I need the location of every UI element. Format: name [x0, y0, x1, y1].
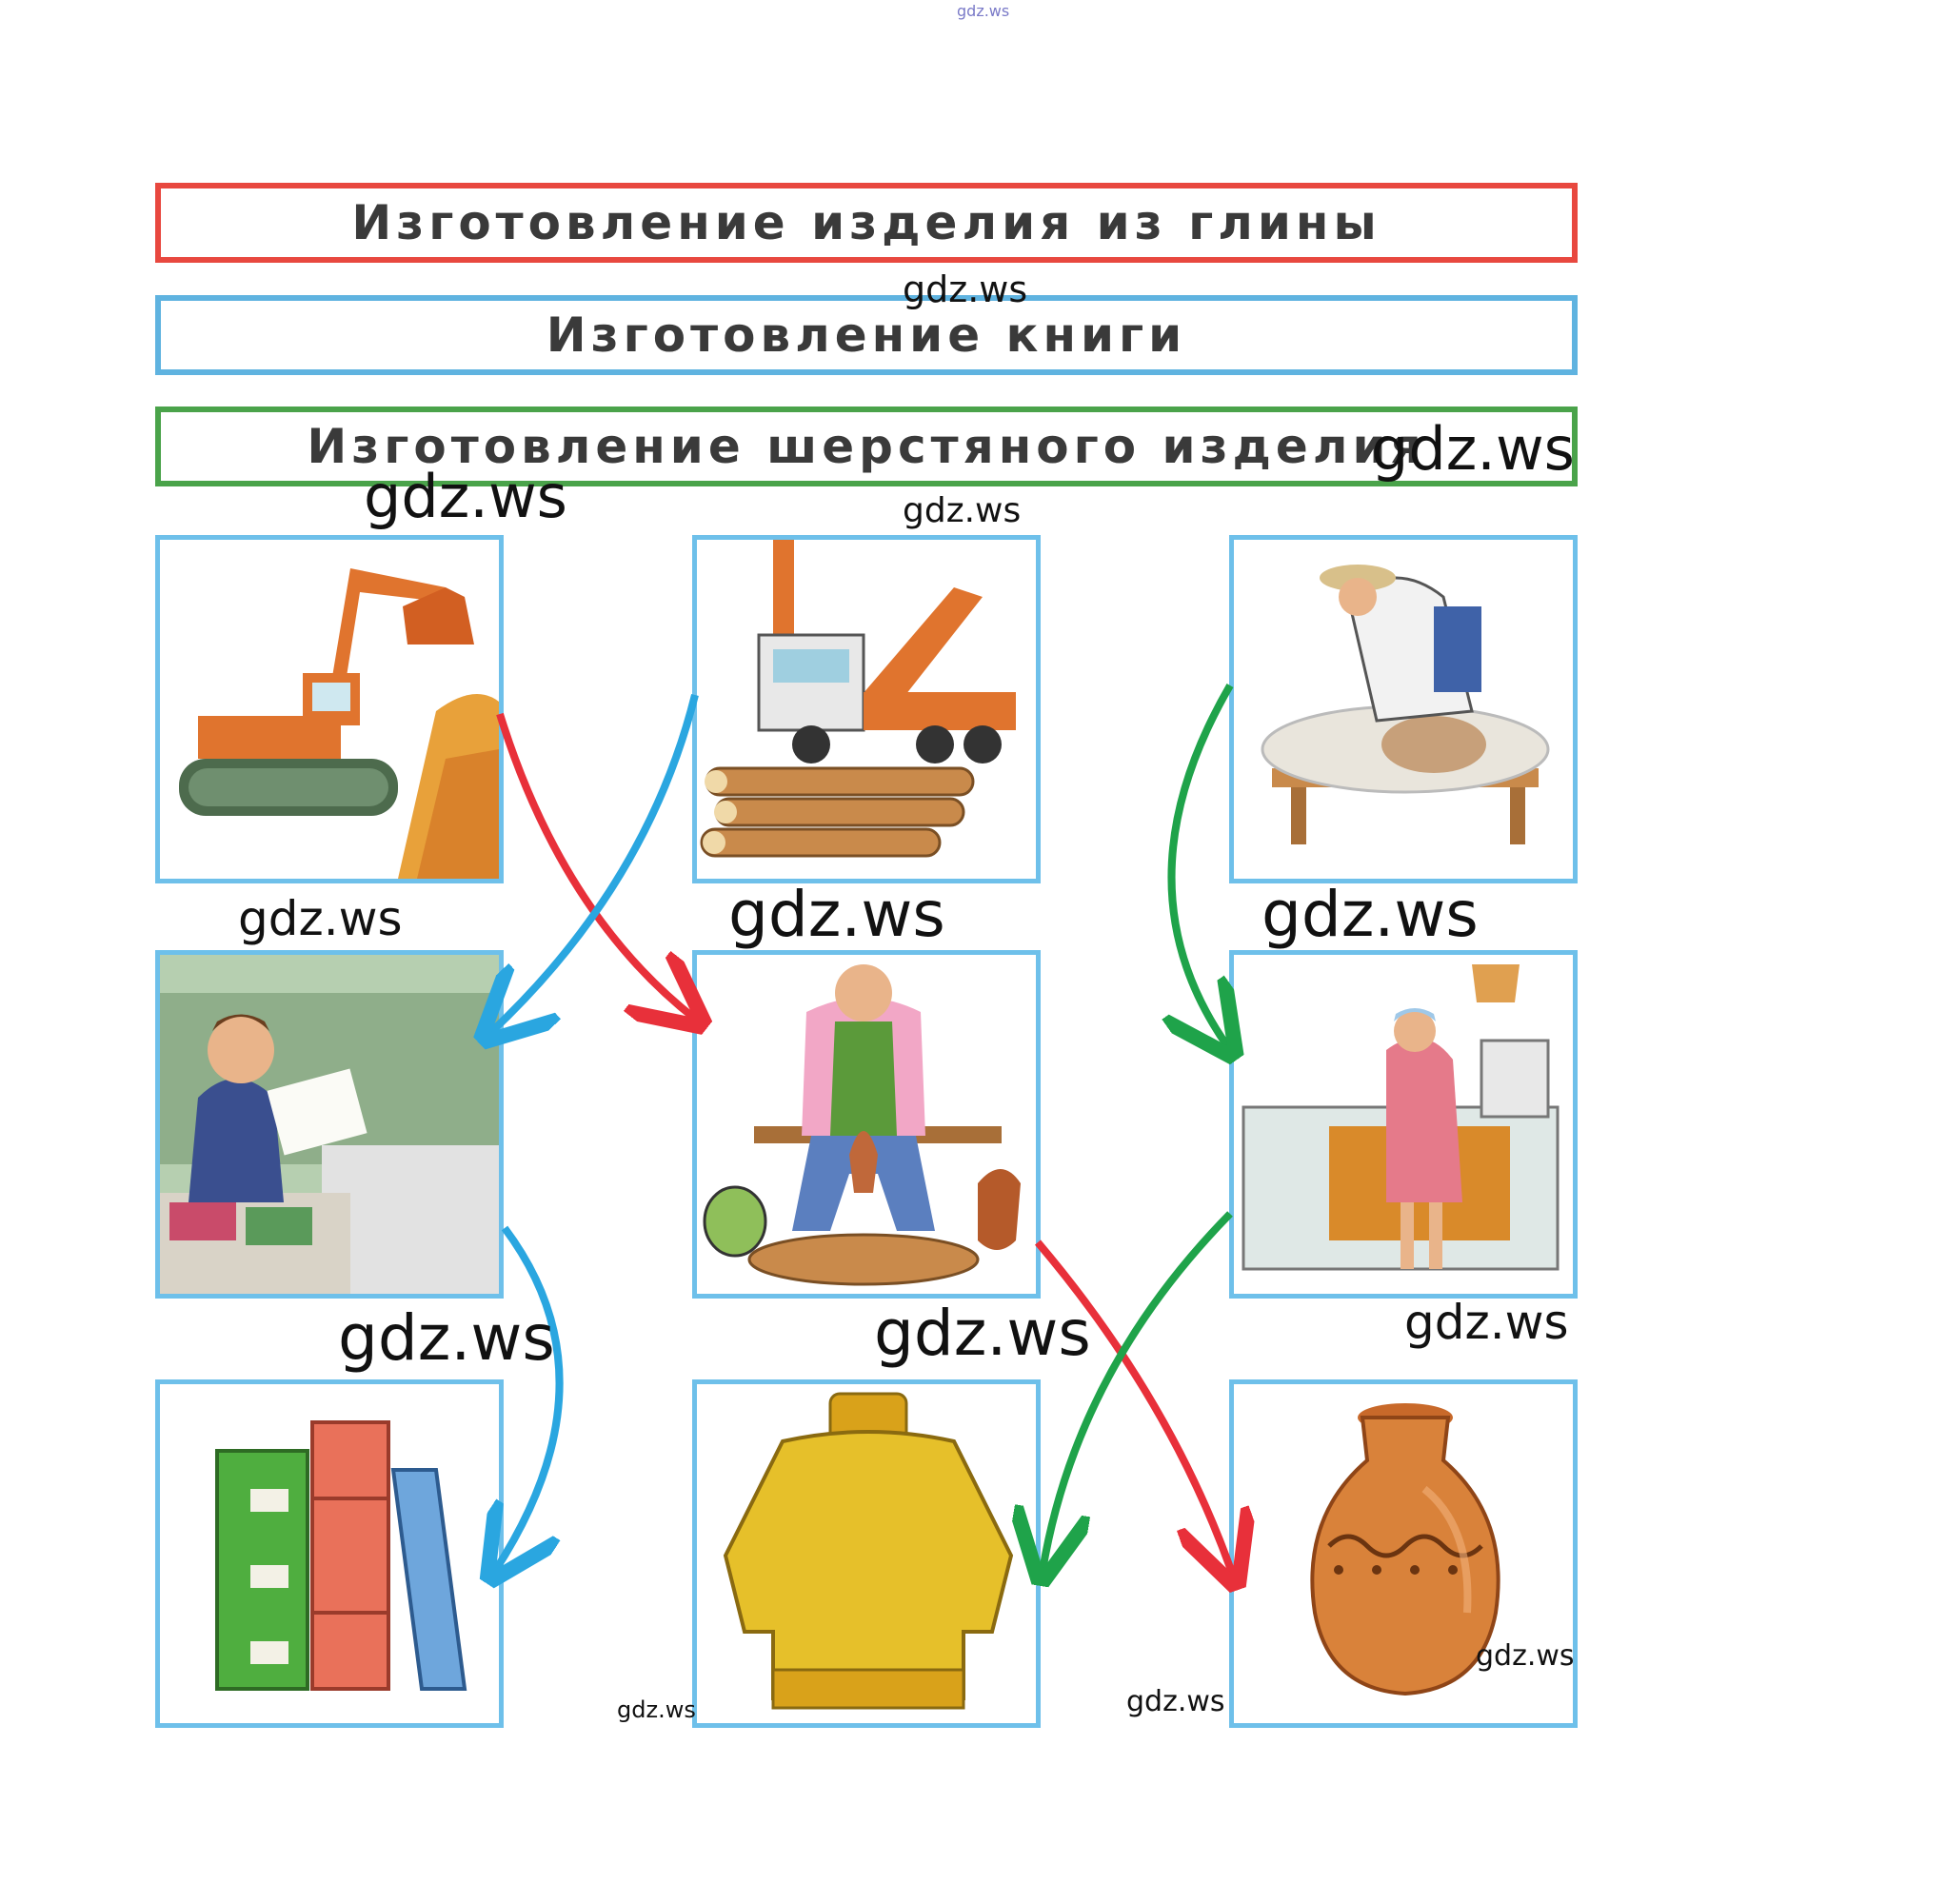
crane-truck-icon [697, 540, 1036, 879]
watermark-text: gdz.ws [364, 462, 567, 531]
watermark-text: gdz.ws [903, 491, 1022, 530]
card-excavator [155, 535, 504, 883]
watermark-text: gdz.ws [1126, 1685, 1225, 1718]
card-potter [692, 950, 1041, 1299]
watermark-text: gdz.ws [1476, 1639, 1575, 1673]
wool-flow-arrow-2 [1043, 1214, 1230, 1571]
watermark-text: gdz.ws [957, 2, 1010, 20]
sheep-shearing-icon [1234, 540, 1573, 879]
books-icon [160, 1384, 499, 1723]
clay-flow-arrow-2 [1038, 1242, 1233, 1576]
potter-icon [697, 955, 1036, 1294]
title-clay-product: Изготовление изделия из глины [155, 183, 1578, 263]
weaving-loom-icon [1234, 955, 1573, 1294]
watermark-text: gdz.ws [238, 891, 403, 946]
excavator-icon [160, 540, 499, 879]
title-book-making: Изготовление книги [155, 295, 1578, 375]
watermark-text: gdz.ws [617, 1696, 696, 1723]
printing-press-icon [160, 955, 499, 1294]
card-vase [1229, 1379, 1578, 1728]
watermark-text: gdz.ws [1262, 878, 1479, 951]
book-flow-arrow-1 [490, 695, 695, 1033]
watermark-text: gdz.ws [1371, 414, 1575, 484]
card-books [155, 1379, 504, 1728]
title-wool-product: Изготовление шерстяного изделия [155, 407, 1578, 486]
watermark-text: gdz.ws [338, 1301, 555, 1375]
watermark-text: gdz.ws [903, 268, 1028, 310]
sweater-icon [697, 1384, 1036, 1723]
card-printing-press [155, 950, 504, 1299]
watermark-text: gdz.ws [874, 1297, 1091, 1370]
card-sheep-shearing [1229, 535, 1578, 883]
book-flow-arrow-2 [495, 1228, 560, 1571]
card-crane-logs [692, 535, 1041, 883]
watermark-text: gdz.ws [1404, 1295, 1569, 1350]
clay-flow-arrow-1 [500, 714, 695, 1019]
watermark-text: gdz.ws [728, 878, 945, 951]
wool-flow-arrow-1 [1171, 685, 1230, 1047]
card-sweater [692, 1379, 1041, 1728]
card-weaving-loom [1229, 950, 1578, 1299]
